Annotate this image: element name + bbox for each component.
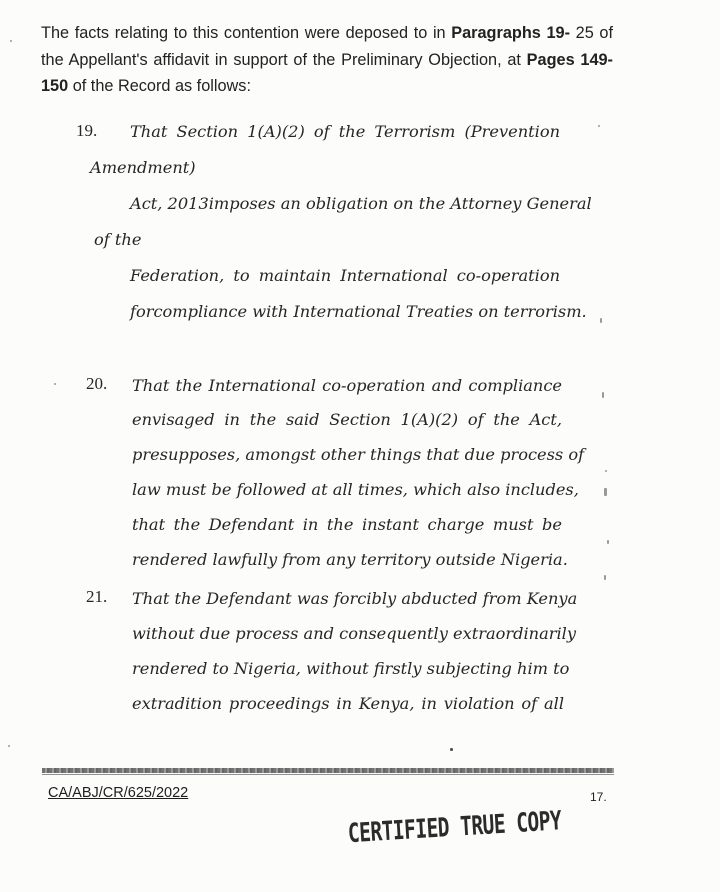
paragraph-number: 20. — [86, 374, 108, 393]
scan-speck — [600, 318, 602, 323]
scan-speck — [450, 748, 453, 751]
scan-speck — [604, 488, 607, 496]
intro-paragraphs-reference: Paragraphs 19- — [451, 24, 571, 42]
scan-speck — [10, 40, 12, 42]
paragraph-line: That Section 1(A)(2) of the Terrorism (Prevention — [130, 122, 560, 141]
scan-speck — [602, 392, 604, 398]
paragraph-line: envisaged in the said Section 1(A)(2) of the Act, — [132, 410, 562, 429]
intro-line-1-text: The facts relating to this contention were deposed to in — [41, 24, 452, 42]
paragraph-line: Act, 2013imposes an obligation on the Attorney General — [130, 194, 592, 213]
footer-rule-thin — [42, 774, 614, 775]
intro-line-3-text: of the Record as follows: — [68, 77, 251, 95]
paragraph-number: 21. — [86, 587, 108, 606]
paragraph-line: Federation, to maintain International co-operation — [130, 266, 560, 285]
scan-speck — [54, 383, 56, 385]
paragraph-line: Amendment) — [90, 158, 196, 177]
scan-speck — [604, 575, 606, 580]
footer-rule — [42, 768, 614, 773]
scan-speck — [607, 540, 609, 544]
paragraph-line: forcompliance with International Treaties on terrorism. — [130, 302, 587, 321]
paragraph-line: that the Defendant in the instant charge must be — [132, 515, 562, 534]
page-number: 17. — [590, 790, 607, 804]
case-number: CA/ABJ/CR/625/2022 — [48, 785, 189, 801]
intro-paragraph — [41, 20, 613, 100]
paragraph-line: presupposes, amongst other things that due process of — [132, 445, 585, 464]
scan-speck — [605, 470, 607, 472]
paragraph-line: without due process and consequently extraordinarily — [132, 624, 576, 643]
scan-speck — [598, 125, 600, 127]
paragraph-number: 19. — [76, 121, 98, 140]
intro-pages-reference: Pages 149-150 — [41, 50, 613, 95]
paragraph-line: of the — [94, 230, 142, 249]
paragraph-line: That the Defendant was forcibly abducted from Kenya — [132, 589, 578, 608]
paragraph-line: That the International co-operation and compliance — [132, 376, 562, 395]
certified-true-copy-stamp: CERTIFIED TRUE COPY — [347, 804, 563, 849]
intro-line-2-text: 25 of the Appellant's affidavit in support of the Preliminary Objection, at — [41, 24, 613, 69]
scan-speck — [8, 745, 10, 747]
paragraph-line: extradition proceedings in Kenya, in violation of all — [132, 694, 564, 713]
paragraph-line: law must be followed at all times, which also includes, — [132, 480, 579, 499]
paragraph-line: rendered lawfully from any territory outside Nigeria. — [132, 550, 568, 569]
paragraph-line: rendered to Nigeria, without firstly subjecting him to — [132, 659, 570, 678]
